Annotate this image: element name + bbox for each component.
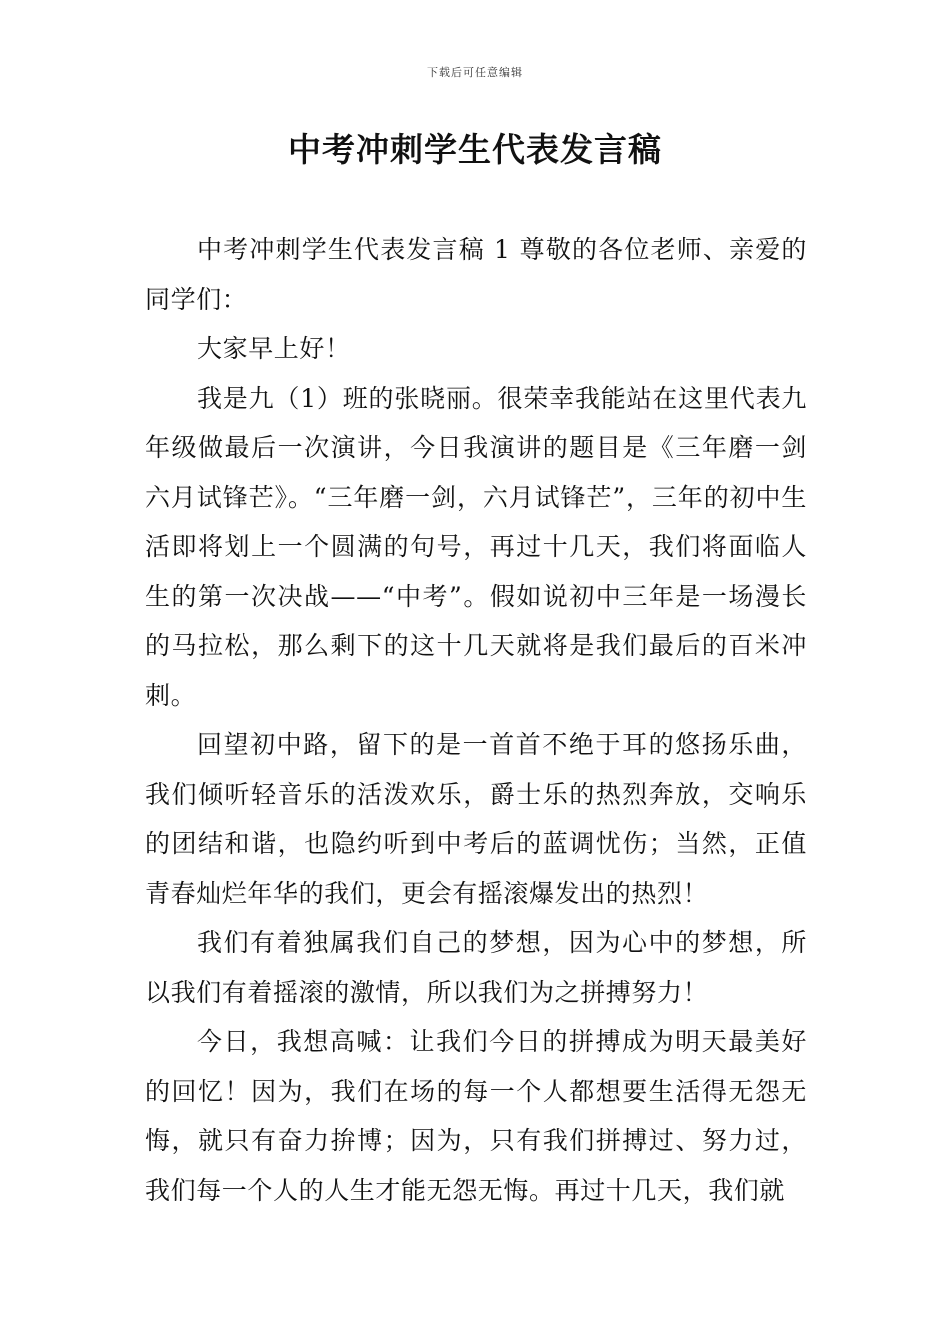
- paragraph-good-morning: 大家早上好！: [197, 334, 351, 363]
- paragraph-self-introduction: 我是九（1）班的张晓丽。很荣幸我能站在这里代表九年级做最后一次演讲，今日我演讲的题目是《三年磨一剑 六月试锋芒》。“三年磨一剑，六月试锋芒”，三年的初中生活即将划上一个圆满的句号，再过十几天，我们将面临人生的第一次决战——“中考”。假如说初中三年是一场漫长的马拉松，那么剩下的这十几天就将是我们最后的百米冲刺。: [145, 383, 807, 710]
- document-body: [145, 225, 807, 1215]
- paragraph-greeting-intro: 中考冲刺学生代表发言稿 1 尊敬的各位老师、亲爱的同学们：: [145, 235, 807, 314]
- paragraph-dreams: 我们有着独属我们自己的梦想，因为心中的梦想，所以我们有着摇滚的激情，所以我们为之拼搏努力！: [145, 928, 807, 1007]
- paragraph-look-back: 回望初中路，留下的是一首首不绝于耳的悠扬乐曲，我们倾听轻音乐的活泼欢乐，爵士乐的热烈奔放，交响乐的团结和谐，也隐约听到中考后的蓝调忧伤；当然，正值青春灿烂年华的我们，更会有摇滚爆发出的热烈！: [145, 730, 807, 908]
- header-note: 下载后可任意编辑: [427, 66, 523, 79]
- document-title: 中考冲刺学生代表发言稿: [288, 130, 662, 169]
- paragraph-call-to-action: 今日，我想高喊：让我们今日的拼搏成为明天最美好的回忆！因为，我们在场的每一个人都想要生活得无怨无悔，就只有奋力拚博；因为，只有我们拼搏过、努力过，我们每一个人的人生才能无怨无悔。再过十几天，我们就: [145, 1027, 807, 1205]
